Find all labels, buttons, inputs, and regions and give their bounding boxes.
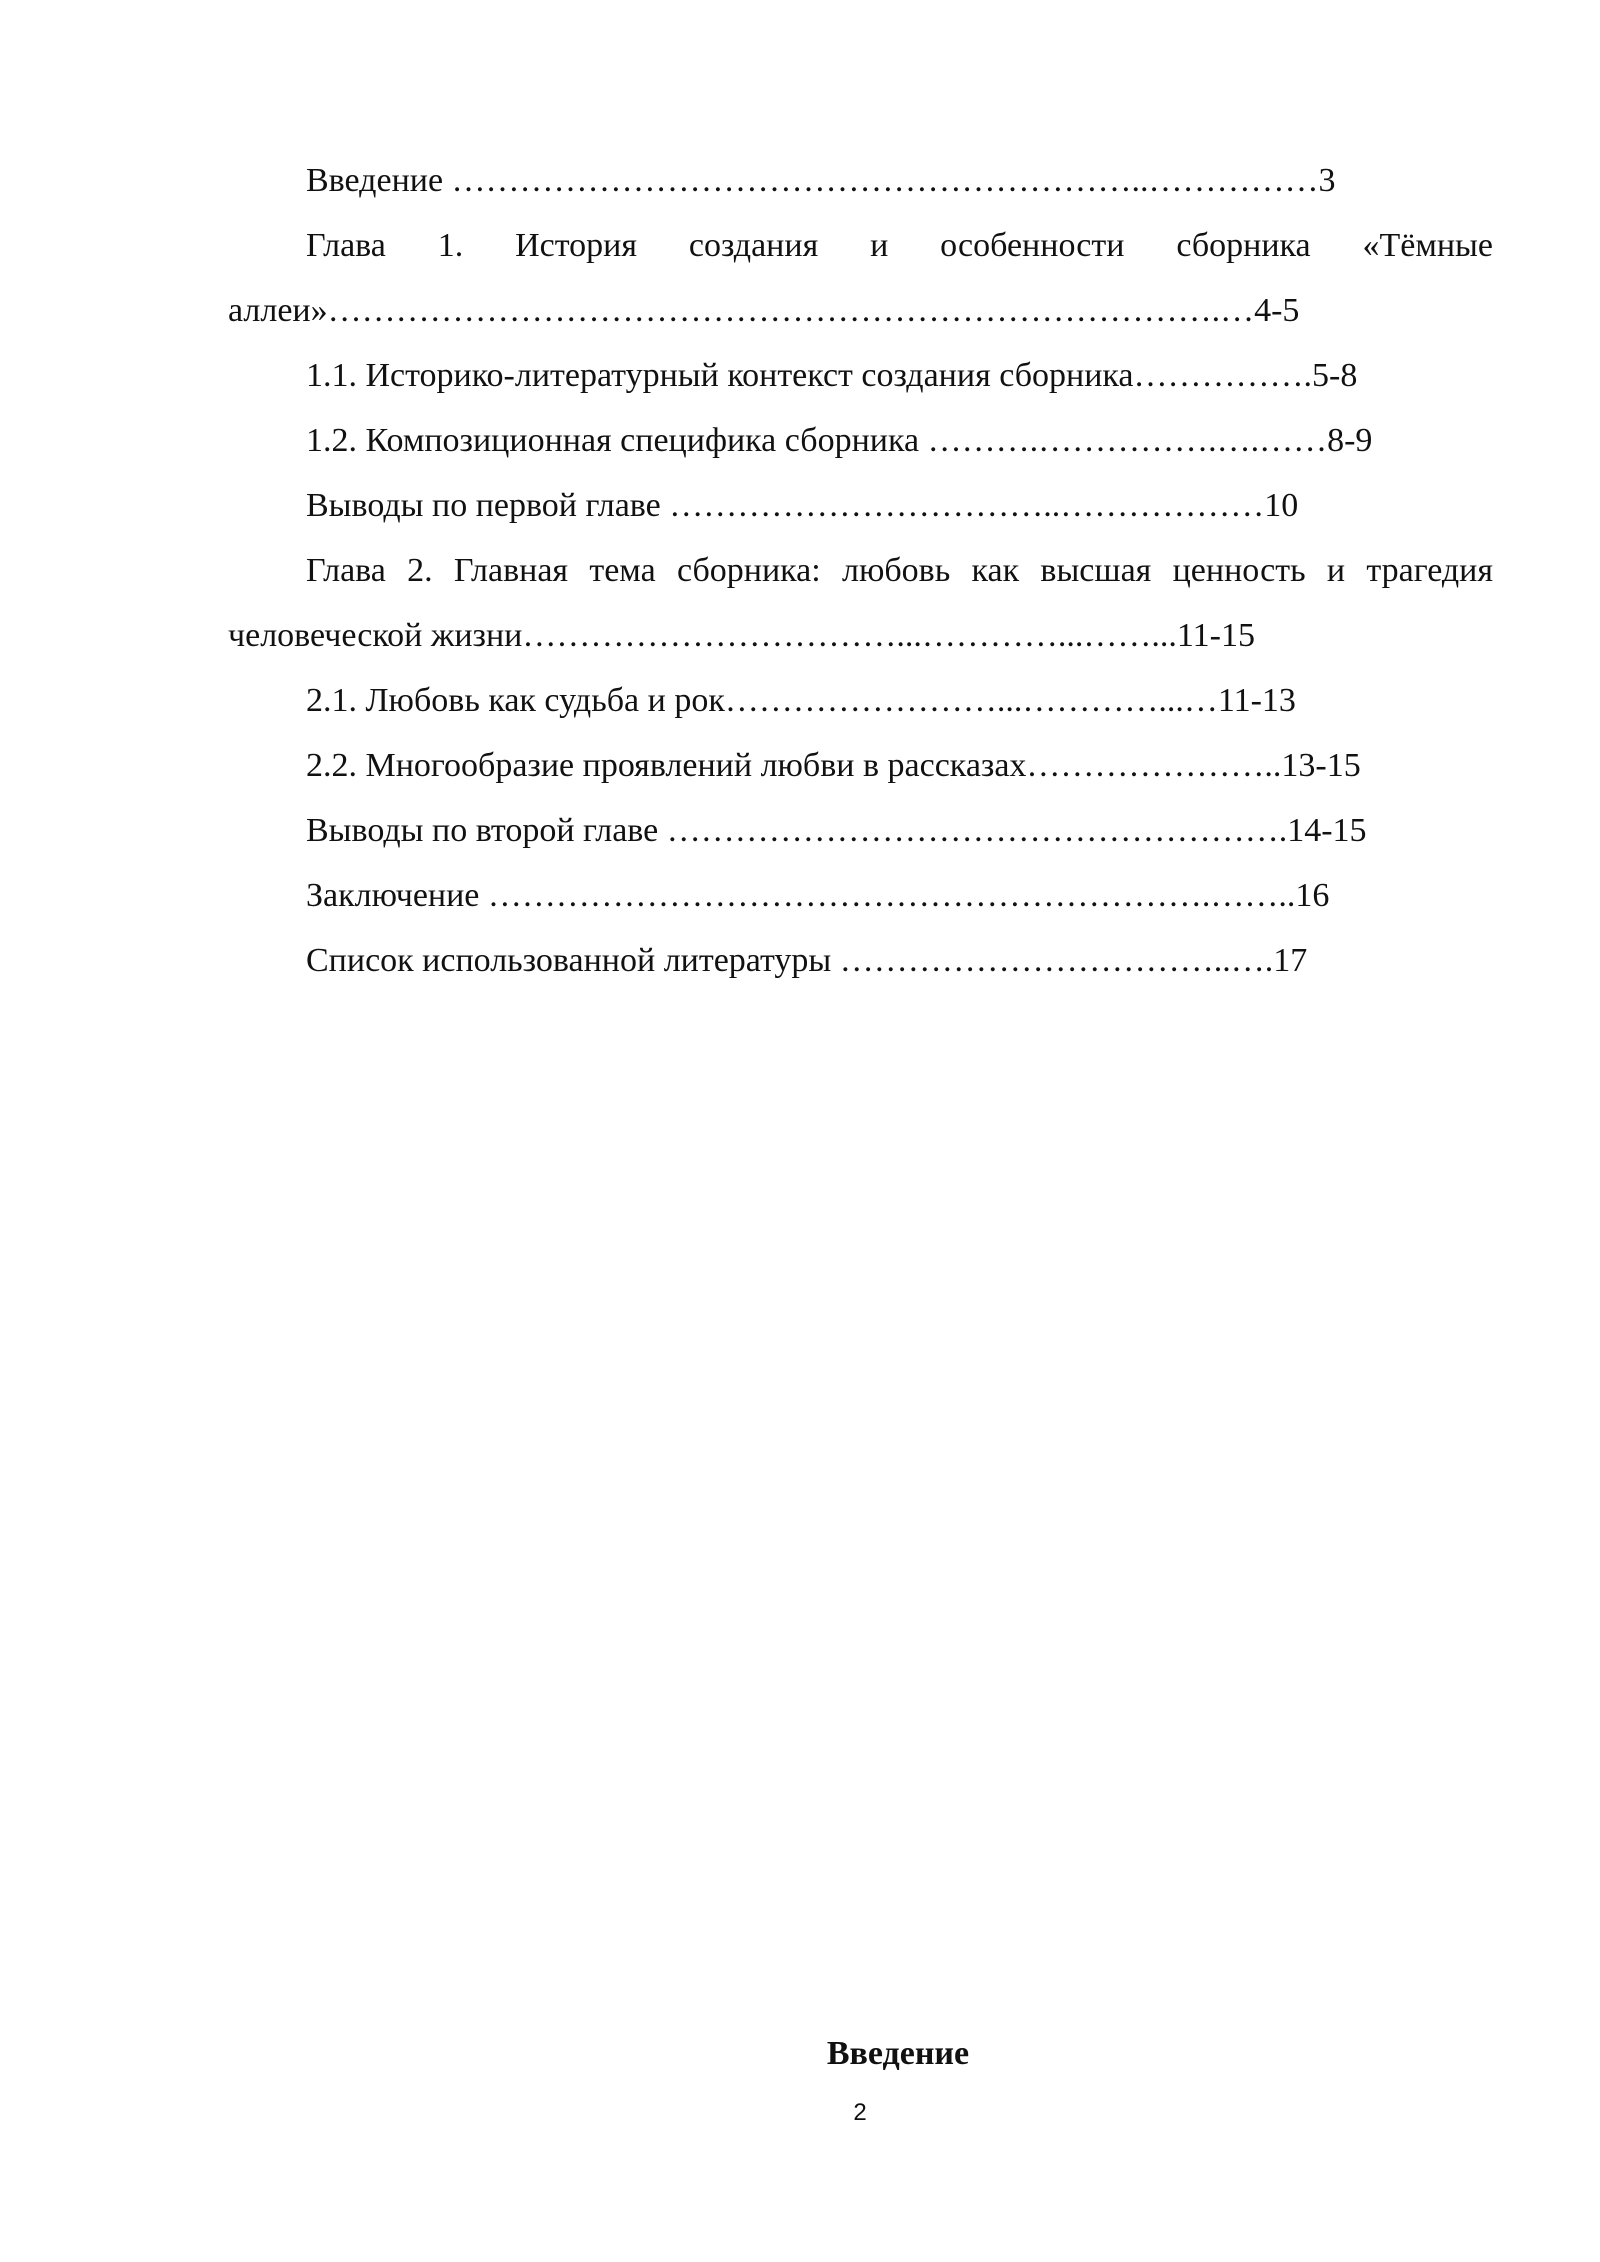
- toc-entry-chapter-1-cont: аллеи»…………………………………………………………………….…4-5: [228, 292, 1300, 329]
- page-number: 2: [853, 2099, 867, 2126]
- toc-entry-conclusions-chapter-2: Выводы по второй главе ……………………………………………….14-15: [306, 812, 1367, 849]
- section-heading: Введение: [826, 2035, 970, 2072]
- toc-entry-1-1: 1.1. Историко-литературный контекст создания сборника…………….5-8: [306, 357, 1358, 394]
- table-of-contents: [228, 148, 1493, 993]
- toc-entry-conclusions-chapter-1: Выводы по первой главе ……………………………..………………10: [306, 487, 1299, 524]
- toc-entry-introduction: Введение ……………………………………………………..……………3: [306, 162, 1336, 199]
- toc-entry-references: Список использованной литературы ……………………………..….17: [306, 942, 1308, 979]
- toc-entry-conclusion: Заключение ……………………………………………………….……..16: [306, 877, 1330, 914]
- toc-entry-chapter-2-cont: человеческой жизни……………………………...…………...……...11-15: [228, 617, 1255, 654]
- toc-entry-2-2: 2.2. Многообразие проявлений любви в рассказах…………………..13-15: [306, 747, 1361, 784]
- toc-entry-2-1: 2.1. Любовь как судьба и рок……………………...…………...…11-13: [306, 682, 1296, 719]
- toc-entry-chapter-1: Глава 1. История создания и особенности сборника «Тёмные: [306, 227, 1493, 264]
- toc-entry-chapter-2: Глава 2. Главная тема сборника: любовь как высшая ценность и трагедия: [306, 552, 1493, 589]
- toc-entry-1-2: 1.2. Композиционная специфика сборника ……….…………….….……8-9: [306, 422, 1373, 459]
